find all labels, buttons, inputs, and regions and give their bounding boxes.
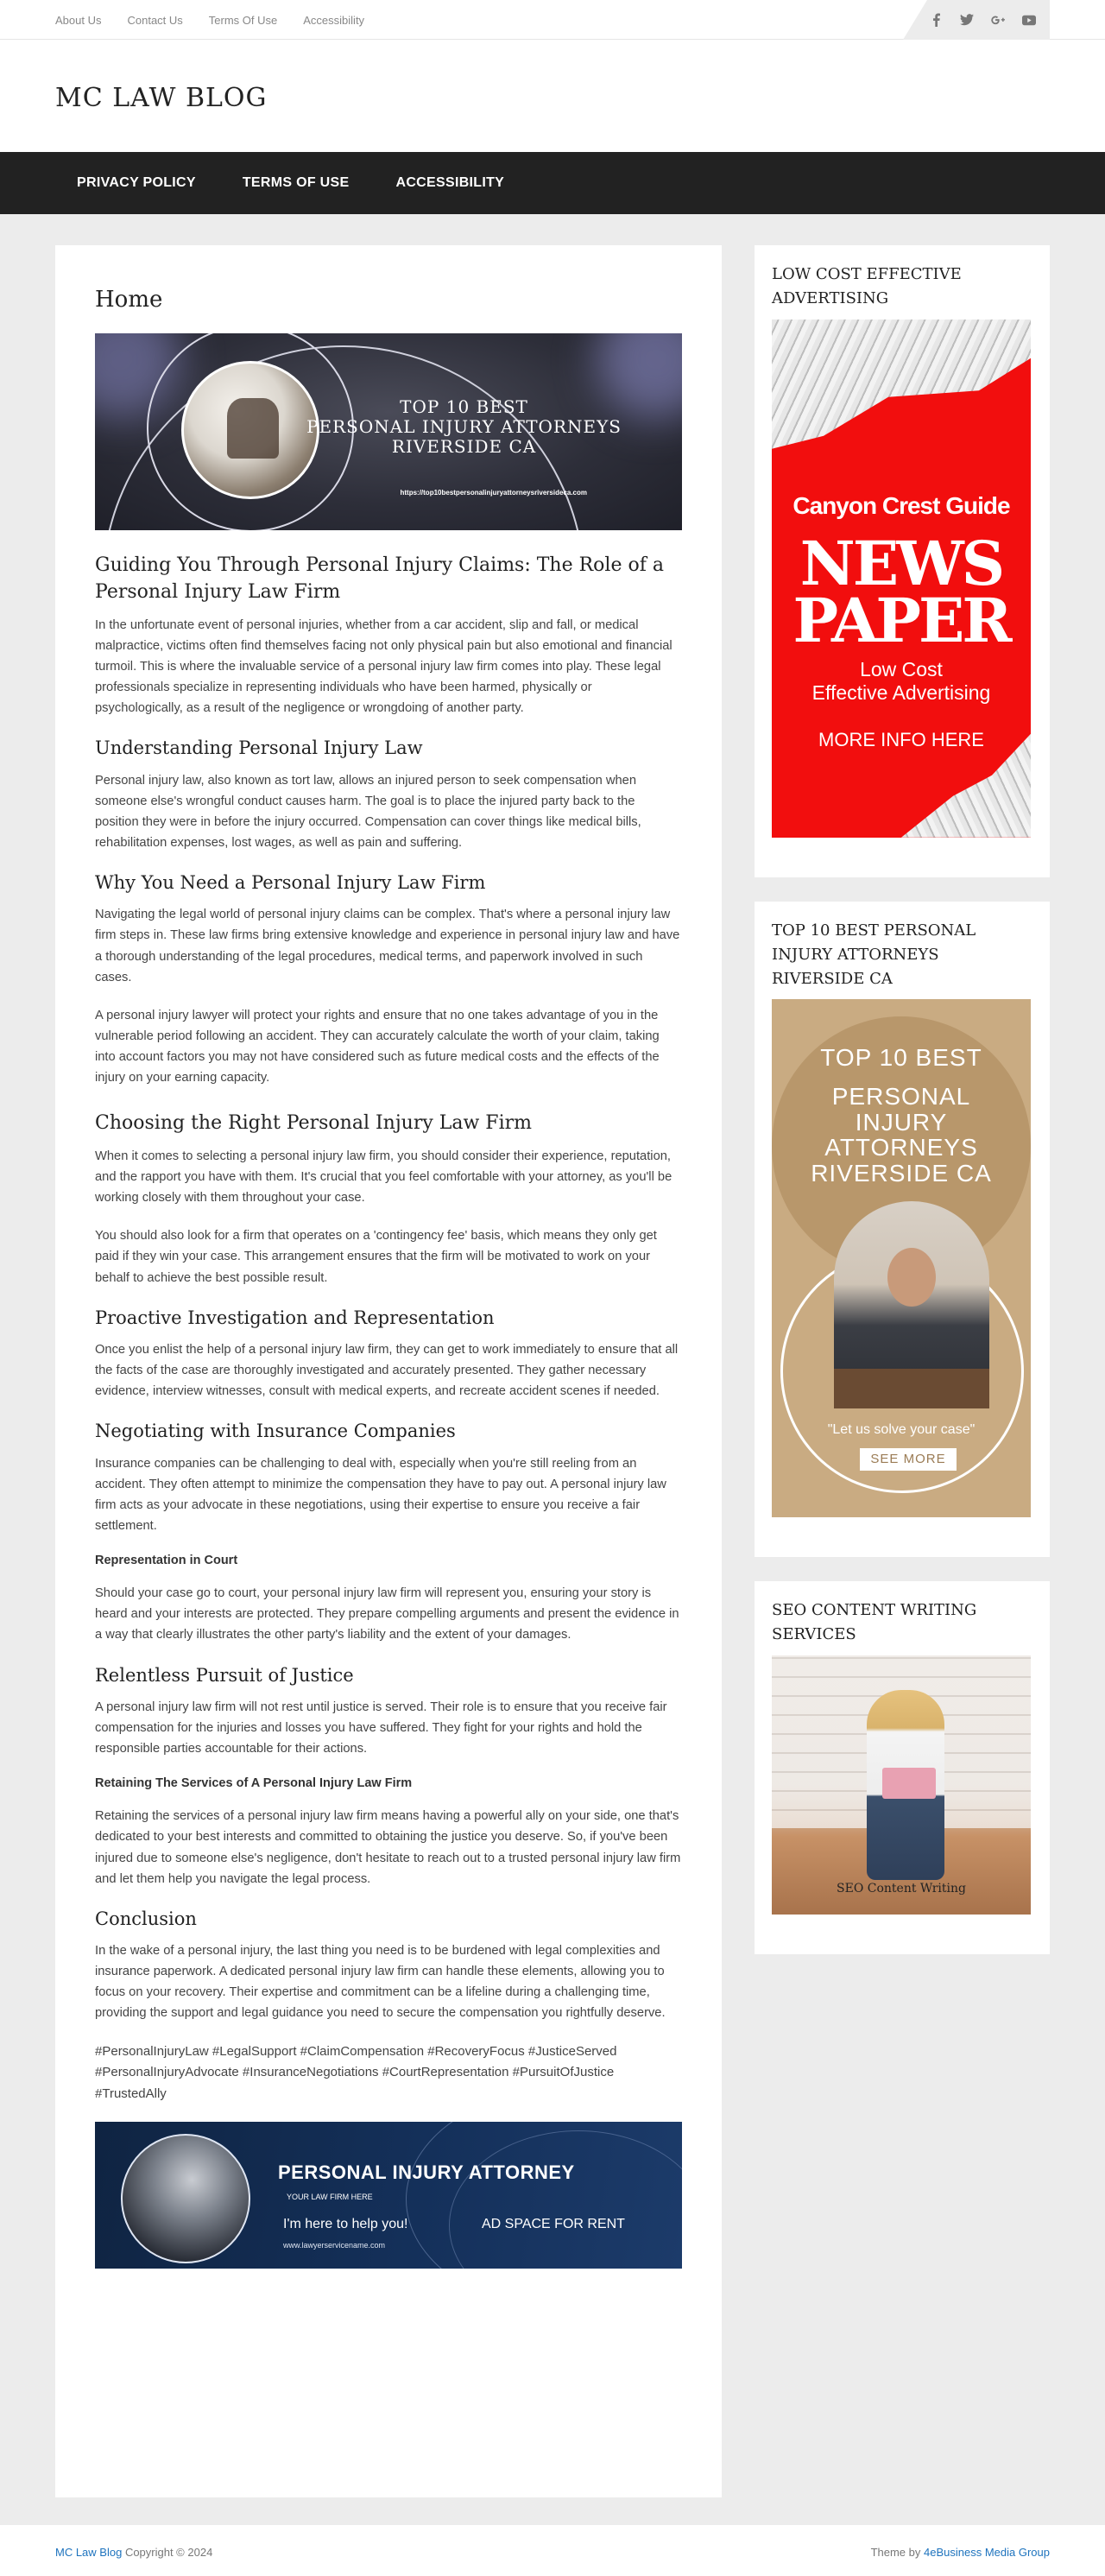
social-links <box>903 0 1050 40</box>
laptop <box>882 1768 936 1799</box>
ad-help-text: I'm here to help you! <box>283 2217 408 2232</box>
article-paragraph: A personal injury law firm will not rest until justice is served. Their role is to ensure that you receive fair compensation for the injuries and losses you have suffered. They fight for your rights and hold the responsible parties accountable for their actions. <box>95 1699 667 1756</box>
ad-title: PERSONAL INJURY ATTORNEY <box>278 2161 575 2184</box>
hero-url: https://top10bestpersonalinjuryattorneysriversideca.com <box>400 489 587 497</box>
ad-tagline-line2: Effective Advertising <box>811 681 991 705</box>
article-heading: Conclusion <box>95 1908 197 1929</box>
hero-photo-gavel <box>181 361 319 499</box>
article-paragraph: Insurance companies can be challenging to deal with, especially when you're still reeling from an accident. They often attempt to minimize the compensation they have to pay out. A personal injury law firm acts as your advocate in these negotiations, using their expertise to ensure you receive a fair settlement. <box>95 1456 666 1534</box>
footer-left <box>55 2546 212 2559</box>
article-heading: Proactive Investigation and Representation <box>95 1307 495 1328</box>
ad-line: INJURY <box>855 1108 948 1136</box>
newspaper-ad-image[interactable] <box>772 320 1031 838</box>
bottom-ad-banner[interactable] <box>95 2122 682 2269</box>
article-paragraph: Personal injury law, also known as tort law, allows an injured person to seek compensation when someone else's wrongful conduct causes harm. The goal is to place the injured party back to the position they were in before the injury occurred. Compensation can cover things like medical bills, rehabilitation expenses, lost wages, as well as pain and suffering. <box>95 773 641 850</box>
ad-brand: Canyon Crest Guide <box>792 491 1010 519</box>
top-links <box>55 0 1050 27</box>
ad-cta: MORE INFO HERE <box>818 728 984 750</box>
footer-copyright: Copyright © 2024 <box>124 2546 213 2559</box>
top-link-contact[interactable]: Contact Us <box>127 14 183 27</box>
site-header <box>0 40 1105 152</box>
hero-title-line3: RIVERSIDE CA <box>391 436 537 457</box>
top-link-accessibility[interactable]: Accessibility <box>303 14 365 27</box>
page-title: Home <box>95 287 163 313</box>
widget-advertising <box>755 245 1050 877</box>
ad-quote: "Let us solve your case" <box>827 1422 976 1438</box>
ad-line: PERSONAL <box>831 1083 971 1111</box>
article-paragraph: In the unfortunate event of personal injuries, whether from a car accident, slip and fall, or medical malpractice, victims often find themselves facing not only physical pain but also emotional and financial turmoil. This is where the invaluable service of a personal injury law firm comes into play. These legal professionals specialize in representing individuals who have been harmed, physically or psychologically, as a result of the negligence or wrongdoing of another party. <box>95 617 672 716</box>
article-heading-main: Guiding You Through Personal Injury Claims: The Role of a Personal Injury Law Firm <box>95 554 664 603</box>
ad-subtitle: YOUR LAW FIRM HERE <box>287 2193 373 2202</box>
ad-line: ATTORNEYS <box>824 1134 978 1161</box>
widget-title: LOW COST EFFECTIVE ADVERTISING <box>772 265 962 307</box>
site-title[interactable]: MC LAW BLOG <box>55 83 268 113</box>
hero-banner-image[interactable] <box>95 333 682 530</box>
article-paragraph: In the wake of a personal injury, the last thing you need is to be burdened with legal complexities and insurance paperwork. A dedicated personal injury law firm can handle these elements, allowing you to focus on your recovery. Their expertise and commitment can be a lifeline during a challenging time, providing the support and legal guidance you need to secure the compensation you rightfully deserve. <box>95 1944 666 2021</box>
article-paragraph: Once you enlist the help of a personal injury law firm, they can get to work immediately to ensure that all the facts of the case are thoroughly investigated and accurately presented. They gather necessary evidence, interview witnesses, consult with medical experts, and recreate accident scenes if needed. <box>95 1343 679 1399</box>
article-heading: Choosing the Right Personal Injury Law Firm <box>95 1112 532 1135</box>
article-paragraph: Navigating the legal world of personal injury claims can be complex. That's where a personal injury law firm steps in. These law firms bring extensive knowledge and experience in personal injury law and have a thorough understanding of the legal procedures, medical terms, and paperwork involved in such cases. <box>95 908 680 984</box>
hero-title <box>306 397 622 457</box>
attorney-portrait <box>834 1201 989 1408</box>
top-bar <box>0 0 1105 40</box>
attorneys-ad-image[interactable] <box>772 999 1031 1517</box>
article-hashtags: #PersonalInjuryLaw #LegalSupport #ClaimCompensation #RecoveryFocus #JusticeServed #PersonalInjuryAdvocate #InsuranceNegotiations #CourtRepresentation #PursuitOfJustice #TrustedAlly <box>95 2043 617 2101</box>
top-link-about[interactable]: About Us <box>55 14 102 27</box>
article-subheading: Representation in Court <box>95 1554 238 1568</box>
twitter-icon[interactable] <box>960 13 974 27</box>
portrait-desk <box>834 1369 989 1408</box>
article-paragraph: You should also look for a firm that operates on a 'contingency fee' basis, which means they only get paid if they win your case. This arrangement ensures that the firm will be motivated to work on your behalf to achieve the best possible result. <box>95 1229 657 1285</box>
article-heading: Relentless Pursuit of Justice <box>95 1664 354 1686</box>
footer-theme-link[interactable]: 4eBusiness Media Group <box>924 2546 1050 2559</box>
article-subheading: Retaining The Services of A Personal Injury Law Firm <box>95 1776 413 1791</box>
google-plus-icon[interactable] <box>991 13 1005 27</box>
ad-main-lines <box>772 1084 1031 1186</box>
widget-title: TOP 10 BEST PERSONAL INJURY ATTORNEYS RIVERSIDE CA <box>772 921 976 988</box>
seo-ad-image[interactable] <box>772 1655 1031 1915</box>
widget-title: SEO CONTENT WRITING SERVICES <box>772 1601 977 1644</box>
ad-headline: NEWS PAPER <box>792 527 1010 657</box>
hero-title-line1: TOP 10 BEST <box>400 396 528 417</box>
seo-caption: SEO Content Writing <box>837 1882 966 1896</box>
article-paragraph: A personal injury lawyer will protect your rights and ensure that no one takes advantage of you in the vulnerable period following an accident. They can accurately calculate the worth of your claim, taking into account factors you may not have considered such as future medical costs and the effects of the injury on your earning capacity. <box>95 1008 660 1085</box>
article-heading: Why You Need a Personal Injury Law Firm <box>95 871 486 893</box>
article-paragraph: When it comes to selecting a personal injury law firm, you should consider their experience, reputation, and the rapport you have with them. It's crucial that you feel comfortable with your attorney, as you'll be working closely with them throughout your case. <box>95 1149 672 1206</box>
content-wrap <box>55 245 1050 2497</box>
ad-space-text: AD SPACE FOR RENT <box>482 2217 625 2232</box>
youtube-icon[interactable] <box>1022 13 1036 27</box>
nav-item-accessibility[interactable]: ACCESSIBILITY <box>395 175 505 190</box>
article-heading: Negotiating with Insurance Companies <box>95 1421 456 1442</box>
ad-tagline <box>772 658 1031 706</box>
see-more-button[interactable]: SEE MORE <box>860 1448 957 1471</box>
footer-right <box>871 2546 1050 2559</box>
nav-item-privacy-policy[interactable]: PRIVACY POLICY <box>77 175 196 190</box>
article-paragraph: Retaining the services of a personal injury law firm means having a powerful ally on your side, one that's dedicated to your best interests and committed to obtaining the justice you deserve. So, if you've been injured due to someone else's negligence, don't hesitate to reach out to a trusted personal injury law firm and let them help you navigate the legal process. <box>95 1809 681 1886</box>
article-body <box>95 553 682 2104</box>
portrait-head <box>887 1248 936 1307</box>
site-footer <box>0 2525 1105 2576</box>
sidebar <box>755 245 1050 1978</box>
ad-website: www.lawyerservicename.com <box>283 2241 386 2250</box>
hero-title-line2: PERSONAL INJURY ATTORNEYS <box>306 416 622 437</box>
article-paragraph: Should your case go to court, your personal injury law firm will represent you, ensuring your story is heard and your interests are protected. They prepare compelling arguments and present the evidence in a way that clearly illustrates the other party's liability and the extent of your damages. <box>95 1586 679 1642</box>
widget-top-attorneys <box>755 902 1050 1558</box>
newspaper-texture-top <box>772 320 1031 449</box>
ad-top-line: TOP 10 BEST <box>820 1044 982 1072</box>
nav-item-terms-of-use[interactable]: TERMS OF USE <box>242 175 350 190</box>
footer-site-link[interactable]: MC Law Blog <box>55 2546 123 2559</box>
article-heading: Understanding Personal Injury Law <box>95 737 423 759</box>
ad-line: RIVERSIDE CA <box>811 1159 992 1187</box>
footer-theme-prefix: Theme by <box>870 2546 921 2559</box>
top-link-terms[interactable]: Terms Of Use <box>208 14 278 27</box>
widget-seo <box>755 1581 1050 1954</box>
main-navigation <box>0 152 1105 214</box>
main-content <box>55 245 722 2497</box>
facebook-icon[interactable] <box>929 13 943 27</box>
ad-tagline-line1: Low Cost <box>860 657 943 680</box>
ad-attorney-photo <box>121 2134 250 2263</box>
